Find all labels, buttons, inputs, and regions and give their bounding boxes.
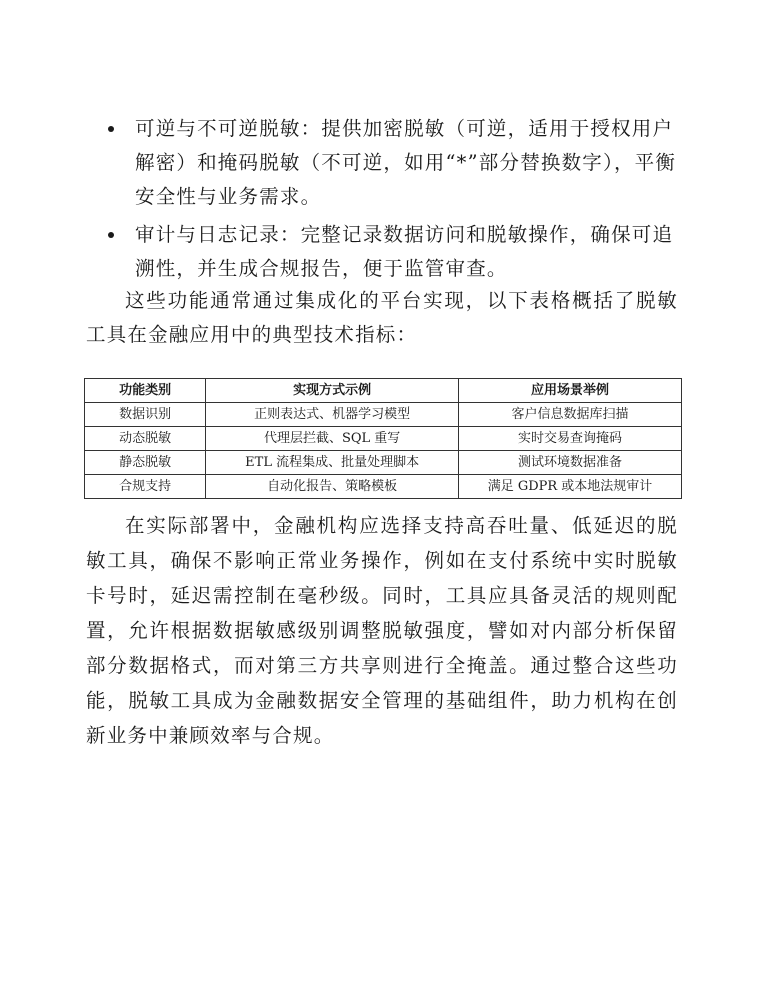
table-cell: 测试环境数据准备 — [458, 451, 681, 475]
table-cell: 合规支持 — [85, 475, 206, 499]
header-category: 功能类别 — [85, 379, 206, 403]
table-cell: 静态脱敏 — [85, 451, 206, 475]
bullet-text: 可逆与不可逆脱敏：提供加密脱敏（可逆，适用于授权用户解密）和掩码脱敏（不可逆，如用“*”部分替换数字），平衡安全性与业务需求。 — [135, 117, 677, 208]
table-cell: 满足 GDPR 或本地法规审计 — [458, 475, 681, 499]
intro-paragraph: 这些功能通常通过集成化的平台实现，以下表格概括了脱敏工具在金融应用中的典型技术指标： — [86, 289, 678, 346]
table-cell: 实时交易查询掩码 — [458, 427, 681, 451]
table-cell: 数据识别 — [85, 403, 206, 427]
table-row — [85, 427, 682, 451]
header-implementation: 实现方式示例 — [206, 379, 459, 403]
table-cell: 代理层拦截、SQL 重写 — [206, 427, 459, 451]
bullet-dot-icon — [108, 126, 114, 132]
table-cell: 动态脱敏 — [85, 427, 206, 451]
table-cell: ETL 流程集成、批量处理脚本 — [206, 451, 459, 475]
bullet-text: 审计与日志记录：完整记录数据访问和脱敏操作，确保可追溯性，并生成合规报告，便于监管审查。 — [135, 223, 674, 280]
table-cell: 正则表达式、机器学习模型 — [206, 403, 459, 427]
bullet-item-audit — [108, 218, 678, 286]
header-scenario: 应用场景举例 — [458, 379, 681, 403]
deployment-paragraph: 在实际部署中，金融机构应选择支持高吞吐量、低延迟的脱敏工具，确保不影响正常业务操作，例如在支付系统中实时脱敏卡号时，延迟需控制在毫秒级。同时，工具应具备灵活的规则配置，允许根据数据敏感级别调整脱敏强度，譬如对内部分析保留部分数据格式，而对第三方共享则进行全掩盖。通过整合这些功能，脱敏工具成为金融数据安全管理的基础组件，助力机构在创新业务中兼顾效率与合规。 — [86, 514, 678, 747]
bullet-item-reversible — [108, 112, 678, 214]
table-row — [85, 451, 682, 475]
technical-indicator-table — [84, 378, 682, 499]
table-cell: 客户信息数据库扫描 — [458, 403, 681, 427]
table-header-row — [85, 379, 682, 403]
table-cell: 自动化报告、策略模板 — [206, 475, 459, 499]
bullet-dot-icon — [108, 232, 114, 238]
table-row — [85, 403, 682, 427]
feature-bullet-list — [108, 112, 678, 290]
table-row — [85, 475, 682, 499]
